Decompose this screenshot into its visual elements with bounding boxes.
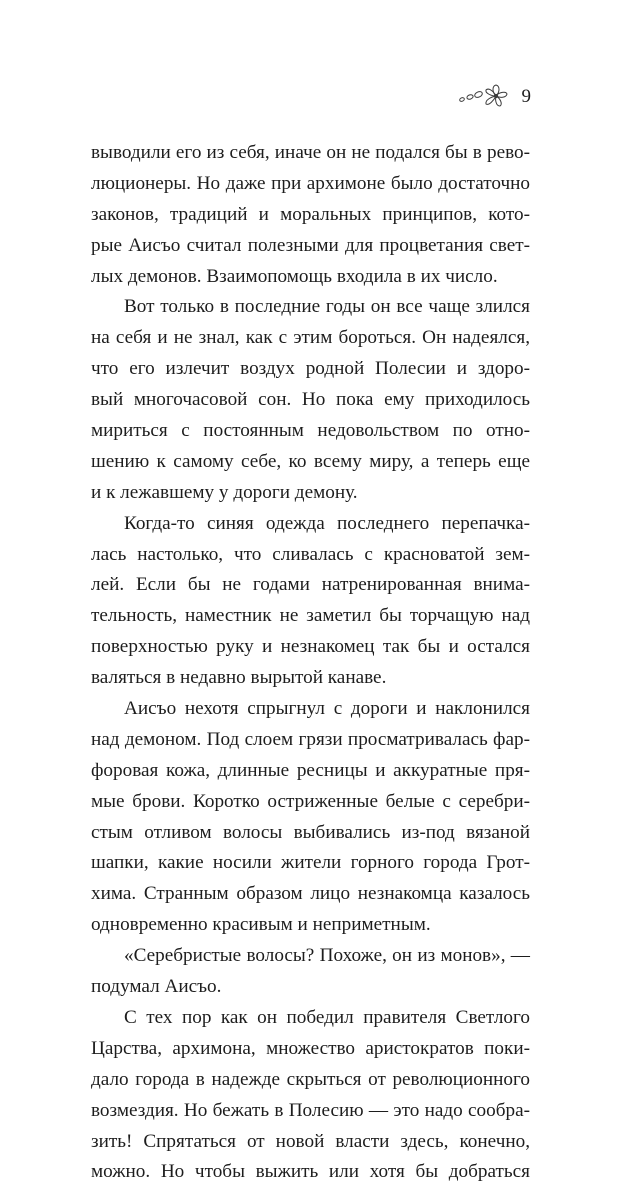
text-line: на себя и не знал, как с этим бороться. Он надеялся,: [91, 327, 530, 349]
paragraph: [91, 1003, 530, 1188]
text-line: можно. Но чтобы выжить или хотя бы добраться: [91, 1161, 530, 1183]
text-line: выводили его из себя, иначе он не подался бы в рево-: [91, 142, 530, 163]
text-line: стым отливом волосы выбивались из-под вязаной: [91, 821, 530, 843]
paragraph: [91, 694, 530, 941]
text-line: поверхностью руку и незнакомец так бы и остался: [91, 636, 530, 658]
text-line: над демоном. Под слоем грязи просматривалась фар-: [91, 728, 530, 750]
text-line: лей. Если бы не годами натренированная внима-: [91, 574, 530, 596]
text-line: валяться в недавно вырытой канаве.: [91, 667, 387, 689]
paragraph: [91, 292, 530, 508]
text-line: мириться с постоянным недовольством по отно-: [91, 420, 530, 442]
text-line: подумал Аисъо.: [91, 976, 222, 998]
text-line: Аисъо нехотя спрыгнул с дороги и наклонился: [124, 698, 530, 720]
text-line: возмездия. Но бежать в Полесию — это надо сообра-: [91, 1099, 530, 1121]
text-line: и к лежавшему у дороги демону.: [91, 481, 358, 503]
text-line: шению к самому себе, ко всему миру, а теперь еще: [91, 450, 530, 472]
text-line: законов, традиций и моральных принципов, кото-: [91, 203, 530, 225]
text-line: рые Аисъо считал полезными для процветания свет-: [91, 234, 530, 256]
text-line: хима. Странным образом лицо незнакомца казалось: [91, 883, 530, 905]
text-line: шапки, какие носили жители горного города Грот-: [91, 852, 530, 874]
text-line: люционеры. Но даже при архимоне было достаточно: [91, 172, 530, 194]
text-line: дало города в надежде скрыться от революционного: [91, 1068, 530, 1090]
text-line: вый многочасовой сон. Но пока ему приходилось: [91, 389, 530, 411]
text-line: С тех пор как он победил правителя Светлого: [124, 1006, 530, 1028]
paragraph: [91, 509, 530, 694]
text-line: что его излечит воздух родной Полесии и здоро-: [91, 358, 530, 380]
paragraph: [91, 138, 530, 292]
text-line: Когда-то синяя одежда последнего перепачка-: [124, 512, 530, 534]
text-line: зить! Спрятаться от новой власти здесь, конечно,: [91, 1130, 530, 1152]
text-line: Царства, архимона, множество аристократов поки-: [91, 1037, 530, 1059]
flower-with-petals-icon: [458, 84, 510, 108]
body-text: [91, 138, 530, 1188]
text-line: лась настолько, что сливалась с красноватой зем-: [91, 543, 530, 565]
text-line: «Серебристые волосы? Похоже, он из монов», —: [124, 945, 530, 967]
text-line: Вот только в последние годы он все чаще злился: [124, 296, 530, 318]
text-line: одновременно красивым и неприметным.: [91, 914, 431, 936]
page-header: [458, 84, 532, 108]
paragraph: [91, 941, 530, 1003]
text-line: мые брови. Коротко остриженные белые с серебри-: [91, 790, 530, 812]
text-line: лых демонов. Взаимопомощь входила в их число.: [91, 265, 498, 287]
text-line: форовая кожа, длинные ресницы и аккуратные пря-: [91, 759, 530, 781]
text-line: тельность, наместник не заметил бы торчащую над: [91, 605, 530, 627]
page-number: 9: [521, 85, 531, 107]
